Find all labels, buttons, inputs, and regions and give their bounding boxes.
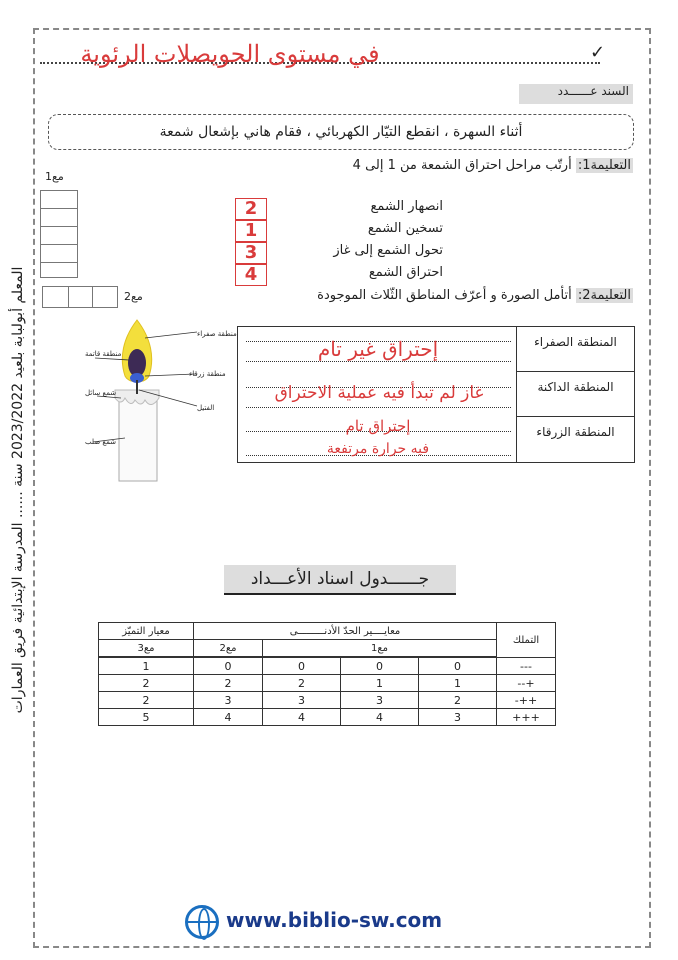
header-minimum: معايــــير الحدّ الأدنـــــــــى [194, 623, 497, 640]
criteria-1-box [40, 262, 78, 278]
side-margin-text [0, 210, 38, 770]
footer-url[interactable]: www.biblio-sw.com [226, 908, 443, 932]
table-row: --- 0 0 0 0 1 [99, 658, 556, 675]
candle-body [119, 393, 157, 481]
instruction-1-label: التعليمة1: [577, 158, 631, 173]
label-wick: الفتيل [197, 404, 215, 412]
school-info-text: المعلم أبولبابة بلعيد 2023/2022 سنة ...... المدرسة الإبتدائية فريق العمارات [10, 266, 26, 714]
zone-label-yellow: المنطقة الصفراء [516, 327, 634, 372]
instruction-1-text: أرتّب مراحل احتراق الشمعة من 1 إلى 4 [352, 158, 572, 173]
criteria-1-box [40, 244, 78, 264]
criteria-1-box [40, 190, 78, 210]
criteria-2-box [92, 286, 118, 308]
label-solid: شمع صلب [85, 438, 116, 446]
label-blue: منطقة زرقاء [189, 370, 226, 378]
step-number: 3 [235, 242, 267, 264]
flame-dark-zone [128, 349, 146, 377]
instruction-2-label: التعليمة2: [577, 288, 631, 303]
step-number: 1 [235, 220, 267, 242]
criteria-2-box [42, 286, 70, 308]
criteria-2-label: مع2 [124, 290, 143, 303]
answer-blue: إحتراق تام [345, 417, 411, 435]
table-row: ++- 2 3 3 3 2 [99, 692, 556, 709]
zone-label-dark: المنطقة الداكنة [516, 372, 634, 417]
criteria-1-box [40, 226, 78, 246]
sanad-label: السند عــــــدد [519, 84, 633, 104]
grading-grid-title: جــــــدول اسناد الأعـــداد [224, 565, 456, 595]
zone-label-blue: المنطقة الزرقاء [516, 417, 634, 462]
header-mastery: التملك [497, 623, 556, 658]
candle-illustration [85, 318, 237, 483]
criteria-1-label: مع1 [45, 170, 64, 183]
criteria-2-box [68, 286, 94, 308]
check-mark: ✓ [590, 42, 606, 63]
globe-icon [185, 905, 219, 939]
instruction-2 [317, 288, 633, 303]
step-number: 2 [235, 198, 267, 220]
scenario-text: أثناء السهرة ، انقطع التيّار الكهربائي ، فقام هاني بإشعال شمعة [48, 114, 634, 150]
answer-blue-2: فيه حرارة مرتفعة [326, 441, 430, 457]
header-mo2: مع2 [194, 640, 263, 657]
instruction-1 [353, 158, 633, 173]
step-number: 4 [235, 264, 267, 286]
label-yellow: منطقة صفراء [197, 330, 237, 338]
label-liquid: شمع سائل [85, 389, 117, 397]
header-mo3: مع3 [99, 640, 194, 657]
instruction-2-text: أتأمل الصورة و أعرّف المناطق الثّلاث الموجودة [317, 288, 572, 303]
step-item: تحول الشمع إلى غاز [333, 243, 443, 258]
table-row: +++ 3 4 4 4 5 [99, 709, 556, 726]
header-mo1: مع1 [263, 640, 497, 657]
answer-line [246, 361, 511, 362]
answer-line [246, 407, 511, 408]
step-item: انصهار الشمع [370, 199, 443, 214]
answer-yellow: إحتراق غير تام [317, 337, 439, 361]
header-excellence: معيار التميّز [99, 623, 194, 640]
step-item: احتراق الشمع [368, 265, 443, 280]
criteria-1-box [40, 208, 78, 228]
answer-dark: غاز لم تبدأ فيه عملية الاحتراق [274, 383, 484, 403]
page-title: في مستوى الحويصلات الرئوية [80, 40, 380, 68]
table-row: +-- 1 1 2 2 2 [99, 675, 556, 692]
label-dark: منطقة قاتمة [85, 350, 122, 358]
zones-table [237, 326, 635, 463]
step-item: تسخين الشمع [367, 221, 443, 236]
grading-table [98, 622, 556, 726]
